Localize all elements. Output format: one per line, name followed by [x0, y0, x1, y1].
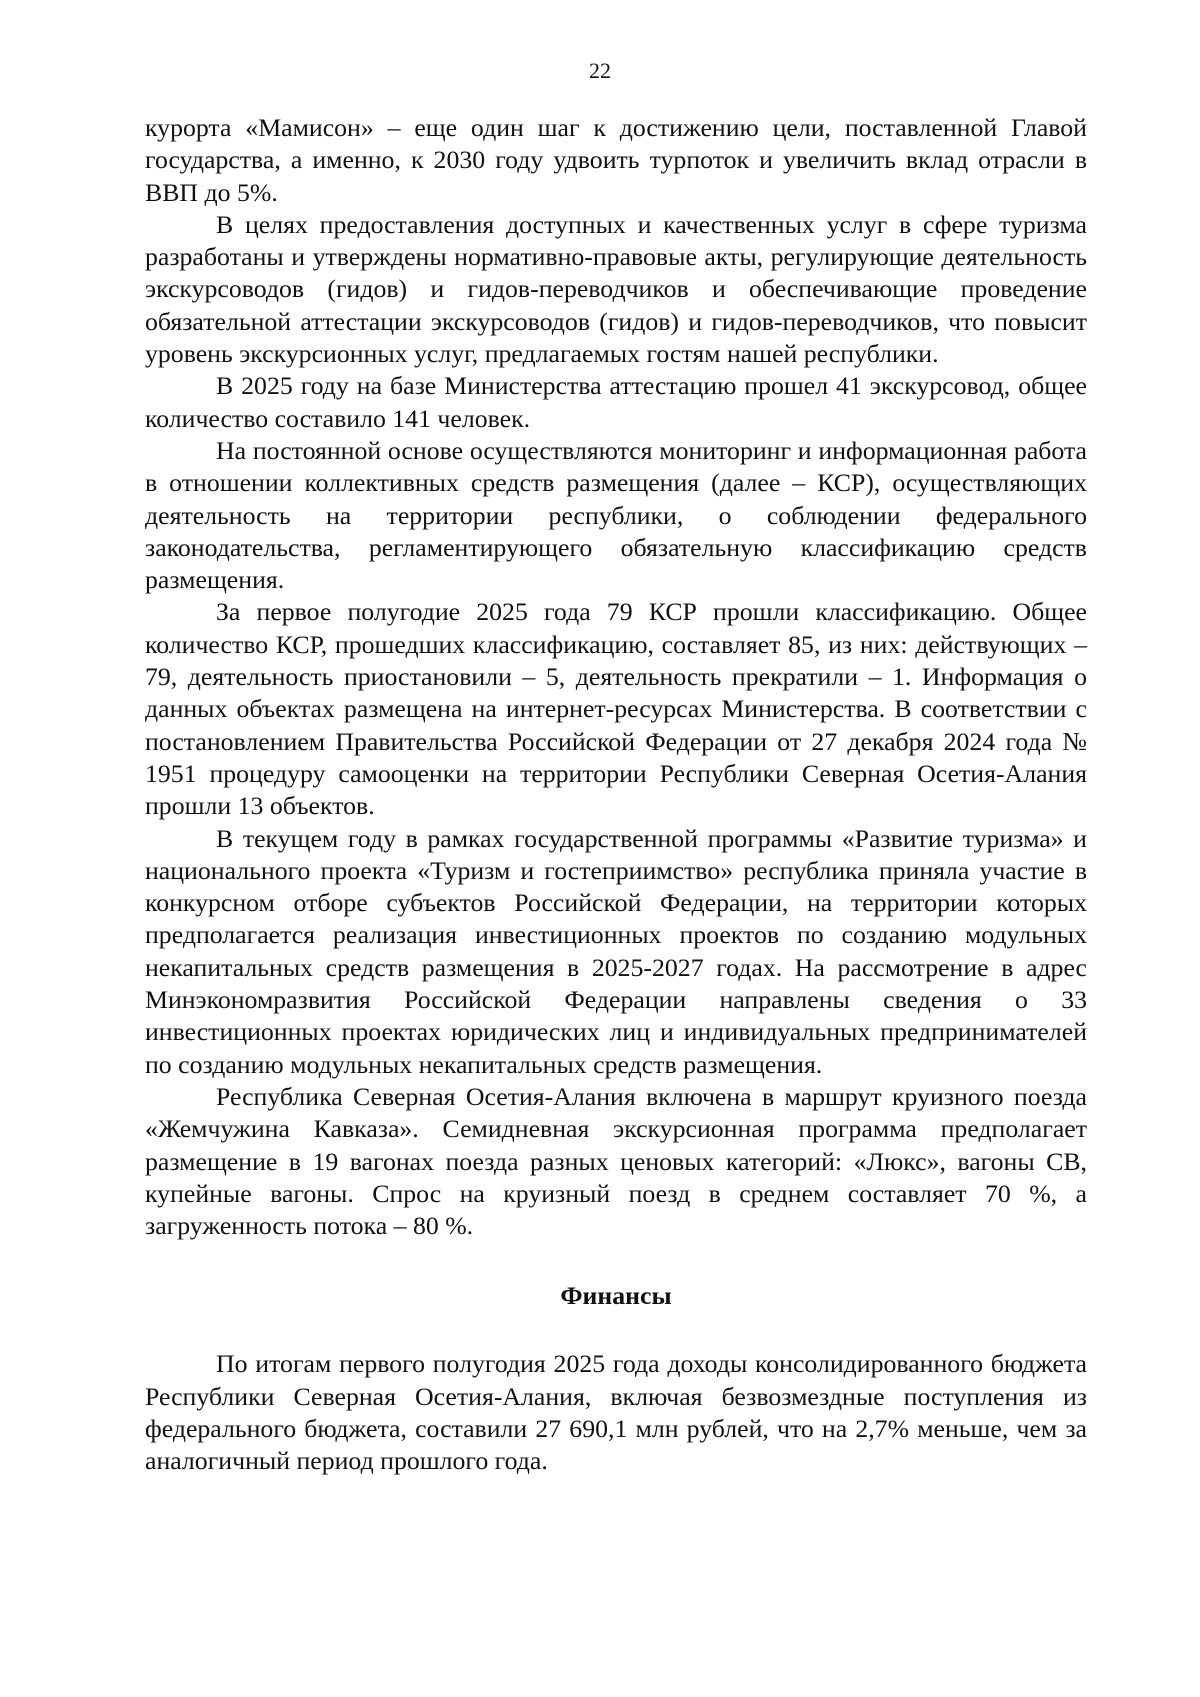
paragraph-ksr-monitoring: На постоянной основе осуществляются мониторинг и информационная работа в отношении коллективных средств размещения (далее – КСР), осуществляющих деятельность на территории республики, о соблюдении федерального законодательства, регламентирующего обязательную классификацию средств размещения.	[145, 435, 1087, 595]
paragraph-modular-accommodation: В текущем году в рамках государственной программы «Развитие туризма» и национального проекта «Туризм и гостеприимство» республика приняла участие в конкурсном отборе субъектов Российской Федерации, на территории которых предполагается реализация инвестиционных проектов по созданию модульных некапитальных средств размещения в 2025-2027 годах. На рассмотрение в адрес Минэкономразвития Российской Федерации направлены сведения о 33 инвестиционных проектах юридических лиц и индивидуальных предпринимателей по созданию модульных некапитальных средств размещения.	[145, 823, 1087, 1079]
paragraph-guides-attestation: В 2025 году на базе Министерства аттестацию прошел 41 экскурсовод, общее количество составило 141 человек.	[145, 371, 1087, 433]
paragraph-mamison-continuation: курорта «Мамисон» – еще один шаг к достижению цели, поставленной Главой государства, а именно, к 2030 году удвоить турпоток и увеличить вклад отрасли в ВВП до 5%.	[145, 113, 1087, 207]
section-heading-finance: Финансы	[560, 1281, 672, 1311]
paragraph-ksr-classification: За первое полугодие 2025 года 79 КСР прошли классификацию. Общее количество КСР, прошедших классификацию, составляет 85, из них: действующих – 79, деятельность приостановили – 5, деятельность прекратили – 1. Информация о данных объектах размещена на интернет-ресурсах Министерства. В соответствии с постановлением Правительства Российской Федерации от 27 декабря 2024 года № 1951 процедуру самооценки на территории Республики Северная Осетия-Алания прошли 13 объектов.	[145, 597, 1087, 821]
page-number: 22	[589, 58, 611, 83]
document-body	[145, 112, 1087, 1478]
paragraph-cruise-train: Республика Северная Осетия-Алания включена в маршрут круизного поезда «Жемчужина Кавказа». Семидневная экскурсионная программа предполагает размещение в 19 вагонах поезда разных ценовых категорий: «Люкс», вагоны СВ, купейные вагоны. Спрос на круизный поезд в среднем составляет 70 %, а загруженность потока – 80 %.	[145, 1081, 1087, 1241]
paragraph-budget-revenue: По итогам первого полугодия 2025 года доходы консолидированного бюджета Республики Северная Осетия-Алания, включая безвозмездные поступления из федерального бюджета, составили 27 690,1 млн рублей, что на 2,7% меньше, чем за аналогичный период прошлого года.	[145, 1349, 1087, 1476]
paragraph-guides-regulation: В целях предоставления доступных и качественных услуг в сфере туризма разработаны и утверждены нормативно-правовые акты, регулирующие деятельность экскурсоводов (гидов) и гидов-переводчиков и обеспечивающие проведение обязательной аттестации экскурсоводов (гидов) и гидов-переводчиков, что повысит уровень экскурсионных услуг, предлагаемых гостям нашей республики.	[145, 209, 1087, 369]
